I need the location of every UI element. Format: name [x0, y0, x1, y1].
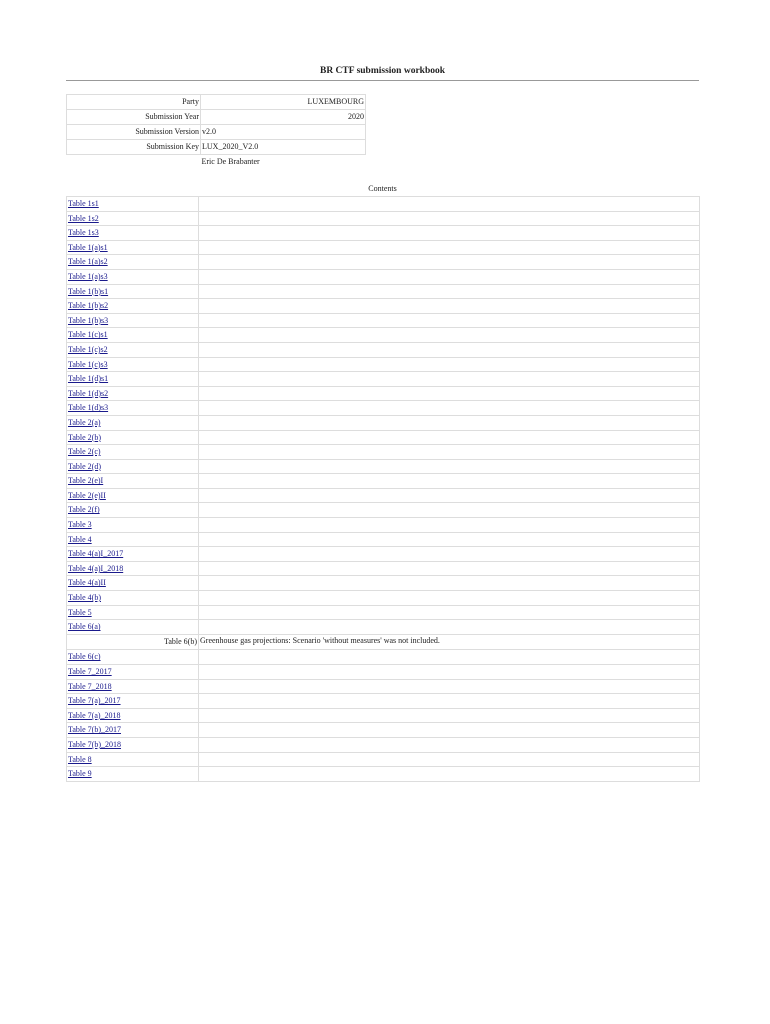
table-note-cell [199, 620, 700, 635]
table-link[interactable]: Table 4(a)I_2017 [68, 549, 124, 559]
table-row [67, 679, 700, 694]
table-note-cell [199, 357, 700, 372]
table-name-cell [67, 197, 199, 212]
table-row [67, 503, 700, 518]
table-link[interactable]: Table 2(c) [68, 447, 101, 457]
table-name-cell [67, 605, 199, 620]
table-note-cell [199, 723, 700, 738]
table-link[interactable]: Table 7(b)_2018 [68, 739, 121, 749]
table-link[interactable]: Table 9 [68, 769, 92, 779]
table-link[interactable]: Table 7(a)_2018 [68, 710, 121, 720]
table-link[interactable]: Table 1(d)s1 [68, 374, 109, 384]
table-link[interactable]: Table 2(b) [68, 432, 101, 442]
table-note-cell [199, 679, 700, 694]
table-row [67, 430, 700, 445]
submission-year-row [67, 110, 366, 125]
table-link[interactable]: Table 7_2018 [68, 681, 112, 691]
table-name-cell [67, 342, 199, 357]
table-row [67, 313, 700, 328]
table-row [67, 401, 700, 416]
party-value: LUXEMBOURG [201, 95, 366, 110]
table-row [67, 211, 700, 226]
table-note-cell [199, 299, 700, 314]
table-note-cell [199, 328, 700, 343]
table-row [67, 650, 700, 665]
table-note-cell [199, 269, 700, 284]
table-row [67, 269, 700, 284]
table-note-cell [199, 430, 700, 445]
table-note-cell [199, 752, 700, 767]
author-spacer [67, 155, 201, 170]
author-row [67, 155, 366, 170]
title-divider [66, 80, 699, 81]
table-link[interactable]: Table 1(a)s2 [68, 257, 108, 267]
table-row [67, 665, 700, 680]
table-note-cell [199, 547, 700, 562]
party-row [67, 95, 366, 110]
table-name-cell [67, 357, 199, 372]
table-name-cell [67, 459, 199, 474]
table-row [67, 708, 700, 723]
table-note-cell [199, 767, 700, 782]
table-row [67, 518, 700, 533]
table-link[interactable]: Table 2(e)I [68, 476, 104, 486]
table-note-cell [199, 372, 700, 387]
table-link[interactable]: Table 5 [68, 607, 92, 617]
table-row [67, 459, 700, 474]
table-link[interactable]: Table 7(a)_2017 [68, 696, 121, 706]
contents-table [66, 196, 700, 782]
table-link[interactable]: Table 1(b)s1 [68, 286, 109, 296]
table-name-cell [67, 679, 199, 694]
table-name-cell [67, 737, 199, 752]
table-note-cell [199, 503, 700, 518]
table-note-cell [199, 459, 700, 474]
table-row [67, 372, 700, 387]
table-name-cell [67, 591, 199, 606]
table-row [67, 605, 700, 620]
table-row [67, 561, 700, 576]
table-name-cell [67, 634, 199, 650]
table-name-cell [67, 665, 199, 680]
table-name-cell [67, 313, 199, 328]
table-row [67, 284, 700, 299]
table-note-cell [199, 665, 700, 680]
submission-key-row [67, 140, 366, 155]
table-note-cell [199, 488, 700, 503]
table-row [67, 737, 700, 752]
table-link[interactable]: Table 1(c)s1 [68, 330, 108, 340]
table-name-cell [67, 240, 199, 255]
table-row [67, 752, 700, 767]
table-row [67, 532, 700, 547]
table-name-cell [67, 299, 199, 314]
table-name-cell [67, 620, 199, 635]
table-name-cell [67, 767, 199, 782]
submission-version-value: v2.0 [201, 125, 366, 140]
table-note-cell [199, 240, 700, 255]
table-link[interactable]: Table 2(d) [68, 461, 101, 471]
table-name-cell [67, 445, 199, 460]
table-name-text: Table 6(b) [164, 636, 197, 646]
table-link[interactable]: Table 6(a) [68, 622, 101, 632]
table-link[interactable]: Table 2(f) [68, 505, 100, 515]
table-row [67, 240, 700, 255]
table-row [67, 488, 700, 503]
submission-info-table [66, 94, 366, 169]
table-note-cell [199, 634, 700, 650]
table-row [67, 299, 700, 314]
table-name-cell [67, 708, 199, 723]
table-name-cell [67, 226, 199, 241]
table-link[interactable]: Table 7_2017 [68, 667, 112, 676]
table-link[interactable]: Table 3 [68, 520, 92, 530]
table-note-cell [199, 474, 700, 489]
table-link[interactable]: Table 4 [68, 534, 92, 544]
table-name-cell [67, 547, 199, 562]
table-note-cell [199, 197, 700, 212]
table-note-text: Greenhouse gas projections: Scenario 'without measures' was not included. [200, 635, 440, 645]
table-note-cell [199, 737, 700, 752]
table-row [67, 226, 700, 241]
table-note-cell [199, 313, 700, 328]
table-link[interactable]: Table 1s2 [68, 213, 99, 223]
table-row [67, 197, 700, 212]
table-name-cell [67, 372, 199, 387]
table-link[interactable]: Table 7(b)_2017 [68, 725, 121, 735]
submission-year-label: Submission Year [67, 110, 201, 125]
table-row [67, 634, 700, 650]
table-name-cell [67, 430, 199, 445]
table-name-cell [67, 386, 199, 401]
table-link[interactable]: Table 1s3 [68, 228, 99, 238]
table-row [67, 255, 700, 270]
table-name-cell [67, 488, 199, 503]
table-name-cell [67, 650, 199, 665]
table-row [67, 445, 700, 460]
table-note-cell [199, 255, 700, 270]
submission-year-value: 2020 [201, 110, 366, 125]
table-link[interactable]: Table 4(a)I_2018 [68, 563, 124, 573]
table-note-cell [199, 226, 700, 241]
table-note-cell [199, 284, 700, 299]
table-note-cell [199, 708, 700, 723]
table-row [67, 591, 700, 606]
table-name-cell [67, 532, 199, 547]
table-row [67, 767, 700, 782]
table-name-cell [67, 503, 199, 518]
submission-version-label: Submission Version [67, 125, 201, 140]
table-link[interactable]: Table 6(c) [68, 652, 101, 662]
table-name-cell [67, 269, 199, 284]
table-link[interactable]: Table 1(a)s3 [68, 271, 108, 281]
contents-heading: Contents [368, 184, 397, 193]
table-link[interactable]: Table 1(b)s2 [68, 301, 109, 311]
table-name-cell [67, 752, 199, 767]
table-name-cell [67, 474, 199, 489]
table-note-cell [199, 386, 700, 401]
author-name: Eric De Brabanter [201, 157, 260, 166]
table-row [67, 386, 700, 401]
page-title: BR CTF submission workbook [319, 66, 446, 76]
table-name-cell [67, 328, 199, 343]
table-note-cell [199, 415, 700, 430]
table-note-cell [199, 518, 700, 533]
table-name-cell [67, 576, 199, 591]
table-row [67, 415, 700, 430]
table-name-cell [67, 284, 199, 299]
table-note-cell [199, 591, 700, 606]
table-name-cell [67, 561, 199, 576]
table-link[interactable]: Table 1(c)s2 [68, 344, 108, 354]
table-row [67, 723, 700, 738]
table-link[interactable]: Table 1(d)s3 [68, 403, 109, 413]
party-label: Party [67, 95, 201, 110]
table-note-cell [199, 532, 700, 547]
table-row [67, 357, 700, 372]
table-name-cell [67, 255, 199, 270]
table-row [67, 342, 700, 357]
submission-version-row [67, 125, 366, 140]
table-name-cell [67, 401, 199, 416]
table-name-cell [67, 723, 199, 738]
submission-key-label: Submission Key [67, 140, 201, 155]
table-note-cell [199, 561, 700, 576]
table-row [67, 474, 700, 489]
table-link[interactable]: Table 1s1 [68, 199, 99, 208]
table-name-cell [67, 415, 199, 430]
table-link[interactable]: Table 2(e)II [68, 490, 106, 500]
table-row [67, 547, 700, 562]
table-link[interactable]: Table 1(c)s3 [68, 359, 108, 369]
table-note-cell [199, 605, 700, 620]
table-note-cell [199, 650, 700, 665]
table-note-cell [199, 211, 700, 226]
table-note-cell [199, 694, 700, 709]
table-row [67, 620, 700, 635]
table-note-cell [199, 342, 700, 357]
table-link[interactable]: Table 1(d)s2 [68, 388, 109, 398]
table-row [67, 328, 700, 343]
table-row [67, 576, 700, 591]
table-link[interactable]: Table 4(b) [68, 593, 101, 603]
table-link[interactable]: Table 4(a)II [68, 578, 106, 588]
table-note-cell [199, 445, 700, 460]
table-name-cell [67, 518, 199, 533]
table-link[interactable]: Table 2(a) [68, 417, 101, 427]
table-name-cell [67, 211, 199, 226]
table-note-cell [199, 401, 700, 416]
contents-table-body [67, 197, 700, 782]
table-name-cell [67, 694, 199, 709]
table-link[interactable]: Table 1(b)s3 [68, 315, 109, 325]
table-row [67, 694, 700, 709]
submission-key-value: LUX_2020_V2.0 [201, 140, 366, 155]
table-link[interactable]: Table 1(a)s1 [68, 242, 108, 252]
table-note-cell [199, 576, 700, 591]
table-link[interactable]: Table 8 [68, 754, 92, 764]
